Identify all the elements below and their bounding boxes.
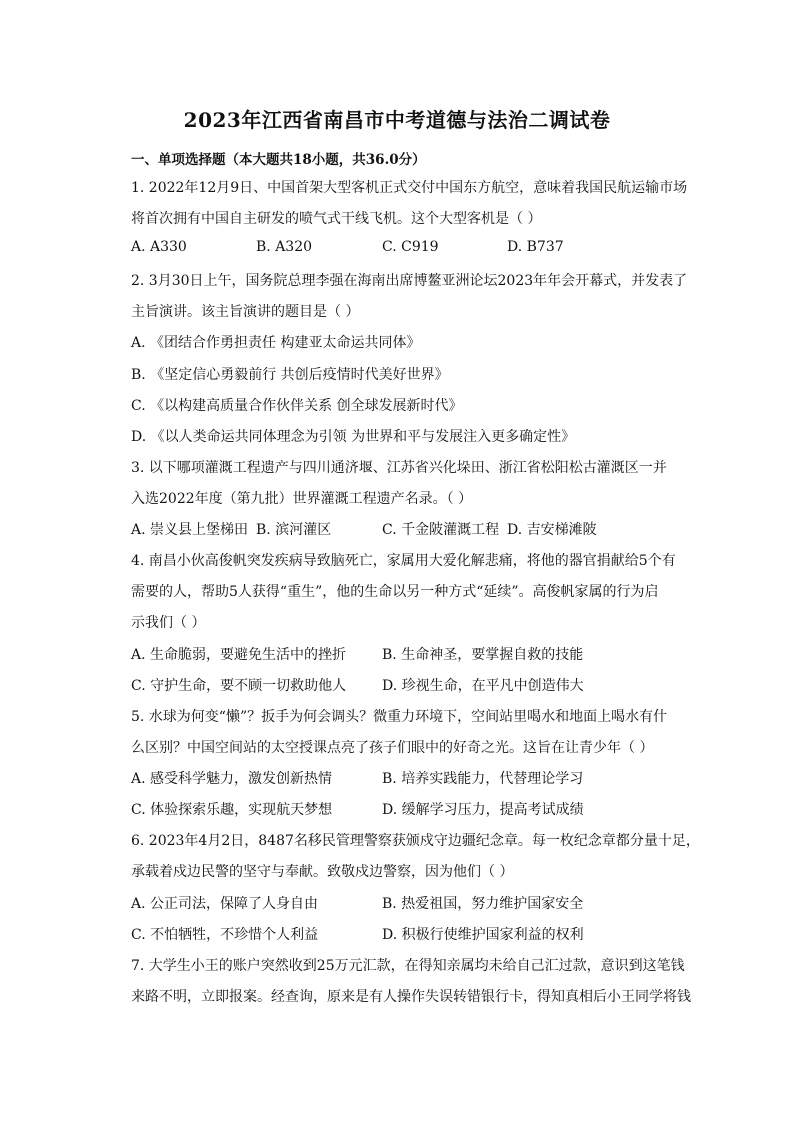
question-3-option-d: D. 吉安梯滩陂	[507, 522, 597, 538]
question-2-option-b: B. 《坚定信心勇毅前行 共创后疫情时代美好世界》	[131, 367, 449, 383]
question-4-option-d: D. 珍视生命，在平凡中创造伟大	[382, 678, 584, 694]
question-5-option-d: D. 缓解学习压力，提高考试成绩	[382, 802, 584, 818]
question-6-option-a: A. 公正司法，保障了人身自由	[131, 896, 319, 912]
question-4-option-a: A. 生命脆弱，要避免生活中的挫折	[131, 647, 347, 663]
question-7-line-2: 来路不明，立即报案。经查询，原来是有人操作失误转错银行卡，得知真相后小王同学将钱	[131, 989, 691, 1005]
question-2-option-a: A. 《团结合作勇担责任 构建亚太命运共同体》	[131, 335, 421, 351]
question-2-line-1: 2. 3月30日上午，国务院总理李强在海南出席博鳌亚洲论坛2023年年会开幕式，并发表了	[131, 273, 688, 289]
question-2-line-2: 主旨演讲。该主旨演讲的题目是（ ）	[131, 304, 360, 320]
question-4-line-1: 4. 南昌小伙高俊帆突发疾病导致脑死亡，家属用大爱化解悲痛，将他的器官捐献给5个有	[131, 553, 676, 569]
question-4-line-3: 示我们（ ）	[131, 615, 206, 631]
question-1-line-2: 将首次拥有中国自主研发的喷气式干线飞机。这个大型客机是（ ）	[131, 211, 542, 227]
question-3-option-b: B. 滨河灌区	[256, 522, 332, 538]
question-5-option-c: C. 体验探索乐趣，实现航天梦想	[131, 802, 333, 818]
question-4-option-b: B. 生命神圣，要掌握自救的技能	[382, 647, 584, 663]
question-1-option-d: D. B737	[507, 239, 564, 255]
question-5-line-1: 5. 水球为何变“懒”？扳手为何会调头？微重力环境下，空间站里喝水和地面上喝水有什	[131, 709, 668, 725]
question-1-option-b: B. A320	[256, 239, 313, 255]
question-6-line-1: 6. 2023年4月2日，8487名移民管理警察获颁戍守边疆纪念章。每一枚纪念章都分量十足，	[131, 833, 700, 849]
question-2-option-d: D. 《以人类命运共同体理念为引领 为世界和平与发展注入更多确定性》	[131, 429, 576, 445]
question-3-option-a: A. 崇义县上堡梯田	[131, 522, 249, 538]
question-7-line-1: 7. 大学生小王的账户突然收到25万元汇款，在得知亲属均未给自己汇过款，意识到这笔钱	[131, 958, 685, 974]
question-5-line-2: 么区别？中国空间站的太空授课点亮了孩子们眼中的好奇之光。这旨在让青少年（ ）	[131, 740, 654, 756]
question-1-line-1: 1. 2022年12月9日、中国首架大型客机正式交付中国东方航空，意味着我国民航运输市场	[131, 180, 688, 196]
question-4-line-2: 需要的人，帮助5人获得“重生”，他的生命以另一种方式“延续”。高俊帆家属的行为启	[131, 584, 659, 600]
question-5-option-b: B. 培养实践能力，代替理论学习	[382, 771, 584, 787]
question-4-option-c: C. 守护生命，要不顾一切救助他人	[131, 678, 347, 694]
section-heading: 一、单项选择题（本大题共18小题，共36.0分）	[131, 152, 426, 168]
question-6-line-2: 承载着戍边民警的坚守与奉献。致敬戍边警察，因为他们（ ）	[131, 864, 514, 880]
question-6-option-d: D. 积极行使维护国家利益的权利	[382, 927, 584, 943]
question-2-option-c: C. 《以构建高质量合作伙伴关系 创全球发展新时代》	[131, 398, 463, 414]
question-6-option-c: C. 不怕牺牲，不珍惜个人利益	[131, 927, 319, 943]
page-title: 2023年江西省南昌市中考道德与法治二调试卷	[183, 108, 611, 132]
question-3-line-2: 入选2022年度（第九批）世界灌溉工程遗产名录。（ ）	[131, 491, 473, 507]
question-3-line-1: 3. 以下哪项灌溉工程遗产与四川通济堰、江苏省兴化垛田、浙江省松阳松古灌溉区一并	[131, 460, 667, 476]
question-1-option-a: A. A330	[131, 239, 187, 255]
question-1-option-c: C. C919	[382, 239, 439, 255]
question-6-option-b: B. 热爱祖国，努力维护国家安全	[382, 896, 584, 912]
question-5-option-a: A. 感受科学魅力，激发创新热情	[131, 771, 333, 787]
question-3-option-c: C. 千金陂灌溉工程	[382, 522, 500, 538]
